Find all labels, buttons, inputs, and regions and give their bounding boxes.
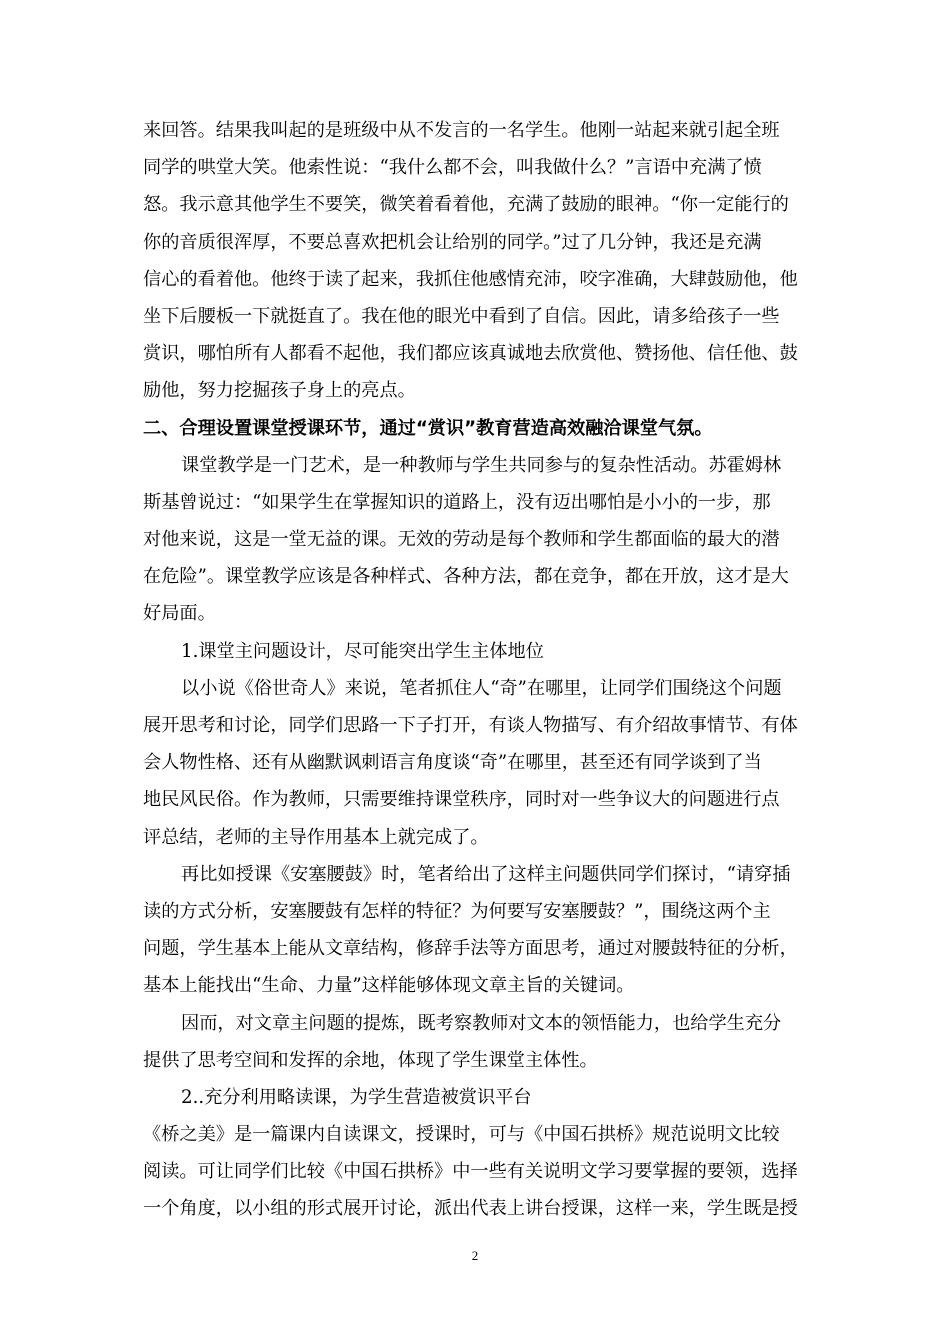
text-line: 赏识，哪怕所有人都看不起他，我们都应该真诚地去欣赏他、赞扬他、信任他、鼓 [143, 343, 798, 365]
text-line: 问题，学生基本上能从文章结构，修辞手法等方面思考，通过对腰鼓特征的分析， [143, 938, 798, 960]
text-line: 怒。我示意其他学生不要笑，微笑着看着他，充满了鼓励的眼神。“你一定能行的 [143, 194, 789, 216]
text-line: 提供了思考空间和发挥的余地，体现了学生课堂主体性。 [143, 1049, 598, 1071]
body-text [143, 112, 808, 1228]
subsection-heading: 2..充分利用略读课，为学生营造被赏识平台 [181, 1086, 532, 1108]
text-line: 励他，努力挖掘孩子身上的亮点。 [143, 380, 416, 402]
text-line: 同学的哄堂大笑。他索性说：“我什么都不会，叫我做什么？”言语中充满了愤 [143, 157, 762, 179]
text-line: 评总结，老师的主导作用基本上就完成了。 [143, 826, 489, 848]
text-line: 坐下后腰板一下就挺直了。我在他的眼光中看到了自信。因此，请多给孩子一些 [143, 305, 780, 327]
text-line: 一个角度，以小组的形式展开讨论，派出代表上讲台授课，这样一来，学生既是授 [143, 1198, 798, 1220]
text-line: 你的音质很浑厚，不要总喜欢把机会让给别的同学。”过了几分钟，我还是充满 [143, 231, 762, 253]
text-line: 因而，对文章主问题的提炼，既考察教师对文本的领悟能力，也给学生充分 [181, 1012, 782, 1034]
text-line: 再比如授课《安塞腰鼓》时，笔者给出了这样主问题供同学们探讨，“请穿插 [181, 863, 791, 885]
text-line: 展开思考和讨论，同学们思路一下子打开，有谈人物描写、有介绍故事情节、有体 [143, 715, 798, 736]
text-line: 斯基曾说过：“如果学生在掌握知识的道路上，没有迈出哪怕是小小的一步，那 [143, 491, 771, 513]
text-line: 课堂教学是一门艺术，是一种教师与学生共同参与的复杂性活动。苏霍姆林 [181, 454, 782, 476]
text-line: 《桥之美》是一篇课内自读课文，授课时，可与《中国石拱桥》规范说明文比较 [143, 1124, 780, 1146]
text-line: 对他来说，这是一堂无益的课。无效的劳动是每个教师和学生都面临的最大的潜 [143, 529, 780, 551]
section-heading: 二、合理设置课堂授课环节，通过“赏识”教育营造高效融洽课堂气氛。 [143, 417, 713, 439]
text-line: 读的方式分析，安塞腰鼓有怎样的特征？为何要写安塞腰鼓？”，围绕这两个主 [143, 900, 771, 922]
text-line: 在危险”。课堂教学应该是各种样式、各种方法，都在竞争，都在开放，这才是大 [143, 566, 789, 588]
text-line: 地民风民俗。作为教师，只需要维持课堂秩序，同时对一些争议大的问题进行点 [143, 789, 780, 811]
text-line: 好局面。 [143, 603, 216, 625]
subsection-heading: 1.课堂主问题设计，尽可能突出学生主体地位 [181, 640, 544, 662]
text-line: 以小说《俗世奇人》来说，笔者抓住人“奇”在哪里，让同学们围绕这个问题 [181, 677, 782, 699]
text-line: 阅读。可让同学们比较《中国石拱桥》中一些有关说明文学习要掌握的要领，选择 [143, 1161, 798, 1183]
text-line: 基本上能找出“生命、力量”这样能够体现文章主旨的关键词。 [143, 975, 635, 997]
page-number: 2 [471, 1248, 479, 1263]
text-line: 会人物性格、还有从幽默讽刺语言角度谈“奇”在哪里，甚至还有同学谈到了当 [143, 752, 762, 774]
text-line: 来回答。结果我叫起的是班级中从不发言的一名学生。他刚一站起来就引起全班 [143, 120, 780, 141]
text-line: 信心的看着他。他终于读了起来，我抓住他感情充沛，咬字准确，大肆鼓励他，他 [143, 268, 798, 290]
